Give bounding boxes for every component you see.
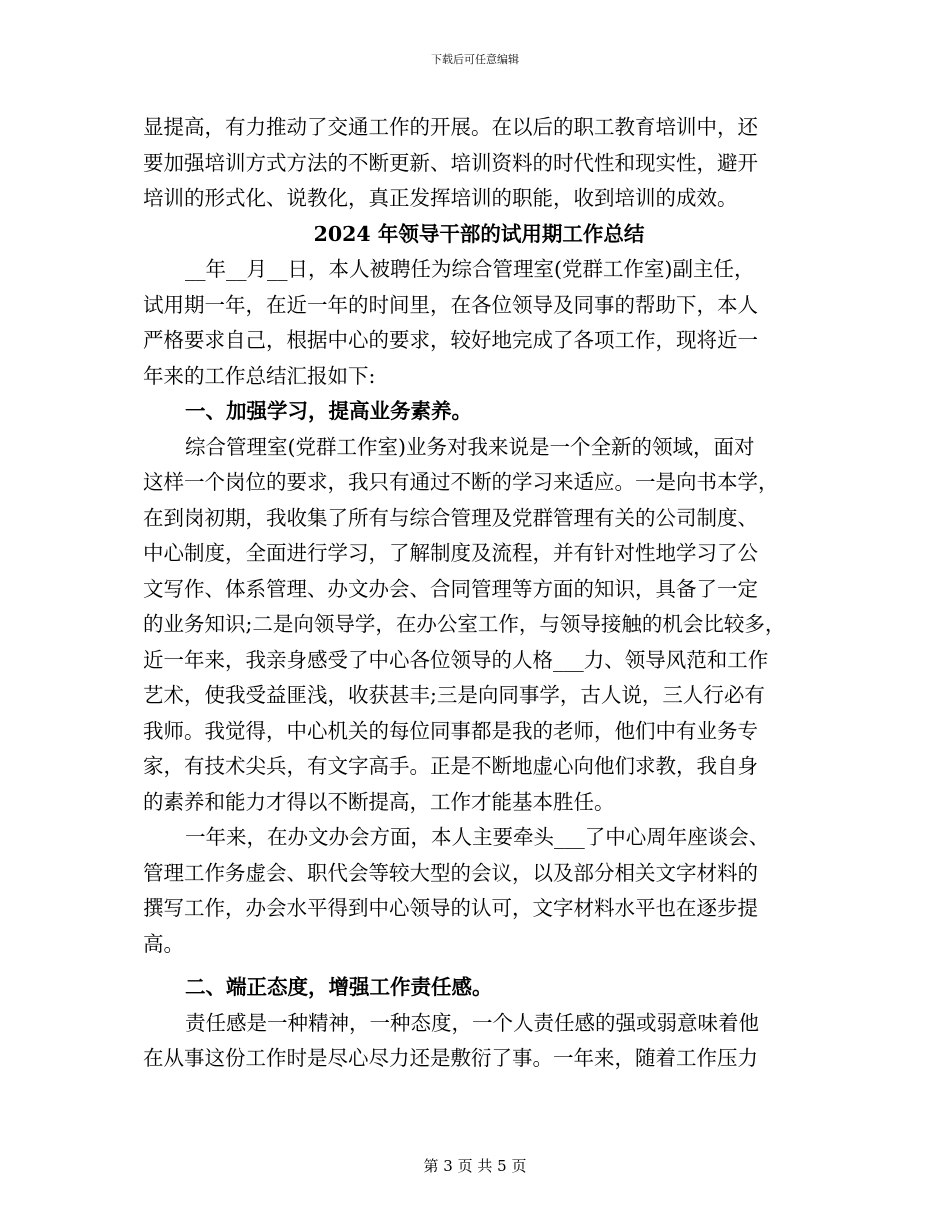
- paragraph-line: 艺术，使我受益匪浅，收获甚丰;三是向同事学，古人说，三人行必有: [143, 683, 765, 707]
- paragraph-line: __年__月__日，本人被聘任为综合管理室(党群工作室)副主任，: [185, 257, 755, 281]
- paragraph-line: 文写作、体系管理、办文办会、合同管理等方面的知识，具备了一定: [143, 576, 758, 601]
- section-heading: 一、加强学习，提高业务素养。: [185, 399, 472, 423]
- page-header: 下载后可任意编辑: [431, 53, 519, 66]
- paragraph-line: 严格要求自己，根据中心的要求，较好地完成了各项工作，现将近一: [143, 328, 758, 352]
- paragraph-line: 要加强培训方式方法的不断更新、培训资料的时代性和现实性，避开: [143, 150, 758, 175]
- paragraph-line: 显提高，有力推动了交通工作的开展。在以后的职工教育培训中，还: [143, 115, 758, 139]
- paragraph-line: 近一年来，我亲身感受了中心各位领导的人格___力、领导风范和工作: [143, 647, 769, 672]
- document-body: [143, 110, 815, 1077]
- paragraph-line: 综合管理室(党群工作室)业务对我来说是一个全新的领域，面对: [185, 434, 755, 459]
- paragraph-line: 年来的工作总结汇报如下:: [143, 363, 376, 388]
- paragraph-line: 中心制度，全面进行学习，了解制度及流程，并有针对性地学习了公: [143, 541, 758, 565]
- paragraph-line: 高。: [143, 931, 184, 956]
- paragraph-line: 在从事这份工作时是尽心尽力还是敷衍了事。一年来，随着工作压力: [143, 1046, 758, 1070]
- paragraph-line: 的素养和能力才得以不断提高，工作才能基本胜任。: [143, 789, 615, 814]
- paragraph-line: 管理工作务虚会、职代会等较大型的会议，以及部分相关文字材料的: [143, 860, 758, 885]
- paragraph-line: 在到岗初期，我收集了所有与综合管理及党群管理有关的公司制度、: [143, 505, 758, 530]
- paragraph-line: 的业务知识;二是向领导学，在办公室工作，与领导接触的机会比较多，: [143, 612, 786, 636]
- page-footer: 第 3 页 共 5 页: [423, 1157, 527, 1175]
- paragraph-line: 一年来，在办文办会方面，本人主要牵头___了中心周年座谈会、: [185, 825, 770, 849]
- paragraph-line: 我师。我觉得，中心机关的每位同事都是我的老师，他们中有业务专: [143, 718, 758, 743]
- paragraph-line: 家，有技术尖兵，有文字高手。正是不断地虚心向他们求教，我自身: [143, 754, 758, 778]
- paragraph-line: 这样一个岗位的要求，我只有通过不断的学习来适应。一是向书本学，: [143, 470, 779, 494]
- section-heading: 二、端正态度，增强工作责任感。: [185, 975, 493, 999]
- document-title: 2024 年领导干部的试用期工作总结: [313, 221, 645, 246]
- paragraph-line: 撰写工作，办会水平得到中心领导的认可，文字材料水平也在逐步提: [143, 896, 758, 920]
- paragraph-line: 试用期一年，在近一年的时间里，在各位领导及同事的帮助下，本人: [143, 292, 758, 317]
- paragraph-line: 责任感是一种精神，一种态度，一个人责任感的强或弱意味着他: [185, 1010, 759, 1035]
- paragraph-line: 培训的形式化、说教化，真正发挥培训的职能，收到培训的成效。: [143, 186, 738, 210]
